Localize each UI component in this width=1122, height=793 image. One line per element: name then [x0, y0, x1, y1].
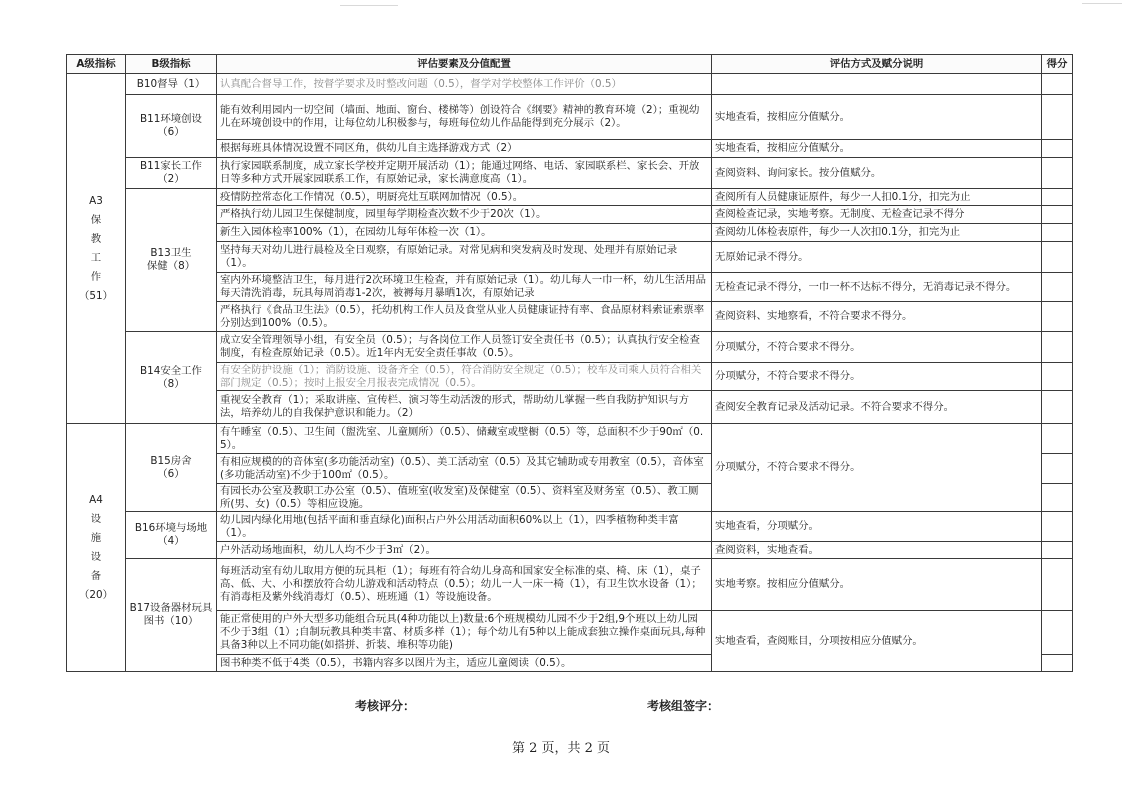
score-cell[interactable] [1042, 74, 1073, 95]
score-cell[interactable] [1042, 484, 1073, 512]
method-cell: 分项赋分，不符合要求不得分。 [712, 363, 1042, 391]
score-cell[interactable] [1042, 206, 1073, 224]
b17-equipment-cell: B17设备器材玩具图书（10） [126, 559, 217, 672]
score-cell[interactable] [1042, 391, 1073, 424]
table-row [67, 611, 1073, 655]
score-cell[interactable] [1042, 242, 1073, 273]
header-b-level: B级指标 [126, 55, 217, 74]
element-cell: 图书种类不低于4类（0.5），书籍内容多以图片为主，适应儿童阅读（0.5）。 [217, 655, 712, 672]
method-cell: 查阅安全教育记录及活动记录。不符合要求不得分。 [712, 391, 1042, 424]
method-cell: 查阅资料、实地察看，不符合要求不得分。 [712, 302, 1042, 332]
score-label: 考核评分： [355, 699, 416, 713]
element-cell: 室内外环境整洁卫生，每月进行2次环境卫生检查，并有原始记录（1）。幼儿每人一巾一杯，幼儿生活用品每天清洗消毒，玩具每周消毒1-2次，被褥每月暴晒1次，有原始记录 [217, 273, 712, 302]
element-cell: 每班活动室有幼儿取用方便的玩具柜（1）；每班有符合幼儿身高和国家安全标准的桌、椅、床（1），桌子高、低、大、小和摆放符合幼儿游戏和活动特点（0.5）；幼儿一人一床一椅（1），有卫生饮水设备（1）；有消毒柜及紫外线消毒灯（0.5）、班班通（1）等设施设备。 [217, 559, 712, 611]
table-row [67, 542, 1073, 559]
element-cell: 新生入园体检率100%（1），在园幼儿每年体检一次（1）。 [217, 224, 712, 242]
score-cell[interactable] [1042, 559, 1073, 611]
element-cell: 根据每班具体情况设置不同区角，供幼儿自主选择游戏方式（2） [217, 140, 712, 158]
element-cell: 成立安全管理领导小组，有安全员（0.5）；与各岗位工作人员签订安全责任书（0.5）；认真执行安全检查制度，有检查原始记录（0.5）。近1年内无安全责任事故（0.5）。 [217, 332, 712, 363]
method-cell: 无检查记录不得分，一巾一杯不达标不得分，无消毒记录不得分。 [712, 273, 1042, 302]
scan-mark [340, 5, 398, 6]
score-cell[interactable] [1042, 611, 1073, 655]
method-cell: 查阅幼儿体检表原件，每少一人次扣0.1分，扣完为止 [712, 224, 1042, 242]
method-cell: 分项赋分，不符合要求不得分。 [712, 332, 1042, 363]
b14-safety-cell: B14安全工作 （8） [126, 332, 217, 424]
table-row [67, 74, 1073, 95]
element-cell: 严格执行幼儿园卫生保健制度，园里每学期检查次数不少于20次（1）。 [217, 206, 712, 224]
method-cell: 实地考察。按相应分值赋分。 [712, 559, 1042, 611]
element-cell: 执行家园联系制度，成立家长学校并定期开展活动（1）；能通过网络、电话、家园联系栏、家长会、开放日等多种方式开展家园联系工作，有原始记录，家长满意度高（1）。 [217, 158, 712, 189]
score-cell[interactable] [1042, 302, 1073, 332]
score-cell[interactable] [1042, 158, 1073, 189]
element-cell: 有安全防护设施（1）；消防设施、设备齐全（0.5），符合消防安全规定（0.5）；校车及司乘人员符合相关部门规定（0.5）；按时上报安全月报表完成情况（0.5）。 [217, 363, 712, 391]
method-cell: 实地查看，分项赋分。 [712, 512, 1042, 542]
table-row [67, 363, 1073, 391]
method-cell: 无原始记录不得分。 [712, 242, 1042, 273]
table-row [67, 158, 1073, 189]
table-row [67, 224, 1073, 242]
element-cell: 坚持每天对幼儿进行晨检及全日观察，有原始记录。对常见病和突发病及时发现、处理并有原始记录（1）。 [217, 242, 712, 273]
header-elements: 评估要素及分值配置 [217, 55, 712, 74]
b11-environment-cell: B11环境创设 （6） [126, 95, 217, 158]
header-a-level: A级指标 [67, 55, 126, 74]
score-cell[interactable] [1042, 140, 1073, 158]
table-row [67, 424, 1073, 454]
score-cell[interactable] [1042, 655, 1073, 672]
method-cell: 实地查看，按相应分值赋分。 [712, 95, 1042, 140]
method-cell: 分项赋分，不符合要求不得分。 [712, 424, 1042, 512]
header-score: 得分 [1042, 55, 1073, 74]
evaluation-table [66, 54, 1073, 672]
method-cell: 查阅资料，实地查看。 [712, 542, 1042, 559]
element-cell: 幼儿园内绿化用地(包括平面和垂直绿化)面积占户外公用活动面积60%以上（1），四季植物种类丰富（1）。 [217, 512, 712, 542]
method-cell: 查阅检查记录，实地考察。无制度、无检查记录不得分 [712, 206, 1042, 224]
scan-mark [1082, 3, 1122, 4]
table-row [67, 302, 1073, 332]
table-row [67, 242, 1073, 273]
table-row [67, 206, 1073, 224]
signature-label: 考核组签字： [647, 699, 720, 713]
element-cell: 能正常使用的户外大型多功能组合玩具(4种功能以上)数量:6个班规模幼儿园不少于2组,9个班以上幼儿园不少于3组（1）;自制玩教具种类丰富、材质多样（1）；每个幼儿有5种以上能成套独立操作桌面玩具,每种具备3种以上不同功能(如搭拼、折装、堆积等功能) [217, 611, 712, 655]
method-cell [712, 74, 1042, 95]
table-row [67, 512, 1073, 542]
score-cell[interactable] [1042, 332, 1073, 363]
element-cell: 有相应规模的的音体室(多功能活动室)（0.5）、美工活动室（0.5）及其它辅助或专用教室（0.5），音体室(多功能活动室)不少于100㎡（0.5）。 [217, 454, 712, 484]
element-cell: 户外活动场地面积，幼儿人均不少于3㎡（2）。 [217, 542, 712, 559]
page-number: 第 2 页，共 2 页 [511, 741, 611, 756]
b11-parent-cell: B11家长工作 （2） [126, 158, 217, 189]
element-cell: 有午睡室（0.5）、卫生间（盥洗室、儿童厕所）（0.5）、储藏室或壁橱（0.5）等，总面积不少于90㎡（0.5）。 [217, 424, 712, 454]
a3-section-cell: A3 保 教 工 作 （51） [67, 74, 126, 424]
score-cell[interactable] [1042, 224, 1073, 242]
table-row [67, 391, 1073, 424]
header-method: 评估方式及赋分说明 [712, 55, 1042, 74]
score-cell[interactable] [1042, 512, 1073, 542]
method-cell: 实地查看，查阅账目，分项按相应分值赋分。 [712, 611, 1042, 672]
score-cell[interactable] [1042, 363, 1073, 391]
element-cell: 重视安全教育（1）；采取讲座、宣传栏、演习等生动活泼的形式，帮助幼儿掌握一些自我防护知识与方法，培养幼儿的自我保护意识和能力。（2） [217, 391, 712, 424]
element-cell: 能有效利用园内一切空间（墙面、地面、窗台、楼梯等）创设符合《纲要》精神的教育环境（2）；重视幼儿在环境创设中的作用，让每位幼儿积极参与，每班每位幼儿作品能得到充分展示（2）。 [217, 95, 712, 140]
table-row [67, 332, 1073, 363]
element-cell: 严格执行《食品卫生法》（0.5），托幼机构工作人员及食堂从业人员健康证持有率、食品原材料索证索票率分别达到100%（0.5）。 [217, 302, 712, 332]
method-cell: 查阅所有人员健康证原件，每少一人扣0.1分，扣完为止 [712, 189, 1042, 206]
element-cell: 认真配合督导工作，按督学要求及时整改问题（0.5），督学对学校整体工作评价（0.5） [217, 74, 712, 95]
score-cell[interactable] [1042, 454, 1073, 484]
b16-grounds-cell: B16环境与场地 （4） [126, 512, 217, 559]
signature-line [0, 697, 1122, 715]
table-row [67, 140, 1073, 158]
method-cell: 实地查看，按相应分值赋分。 [712, 140, 1042, 158]
b10-cell: B10督导（1） [126, 74, 217, 95]
score-cell[interactable] [1042, 95, 1073, 140]
header-row [67, 55, 1073, 74]
element-cell: 疫情防控常态化工作情况（0.5），明厨亮灶互联网加情况（0.5）。 [217, 189, 712, 206]
table-row [67, 273, 1073, 302]
b13-health-cell: B13卫生 保健（8） [126, 189, 217, 332]
table-row [67, 95, 1073, 140]
score-cell[interactable] [1042, 542, 1073, 559]
method-cell: 查阅资料、询问家长。按分值赋分。 [712, 158, 1042, 189]
score-cell[interactable] [1042, 424, 1073, 454]
b15-building-cell: B15房舍 （6） [126, 424, 217, 512]
score-cell[interactable] [1042, 273, 1073, 302]
score-cell[interactable] [1042, 189, 1073, 206]
evaluation-sheet [66, 54, 1072, 672]
table-row [67, 189, 1073, 206]
table-row [67, 559, 1073, 611]
element-cell: 有园长办公室及教职工办公室（0.5）、值班室(收发室)及保健室（0.5）、资料室及财务室（0.5）、教工厕所(男、女)（0.5）等相应设施。 [217, 484, 712, 512]
a4-section-cell: A4 设 施 设 备 （20） [67, 424, 126, 672]
